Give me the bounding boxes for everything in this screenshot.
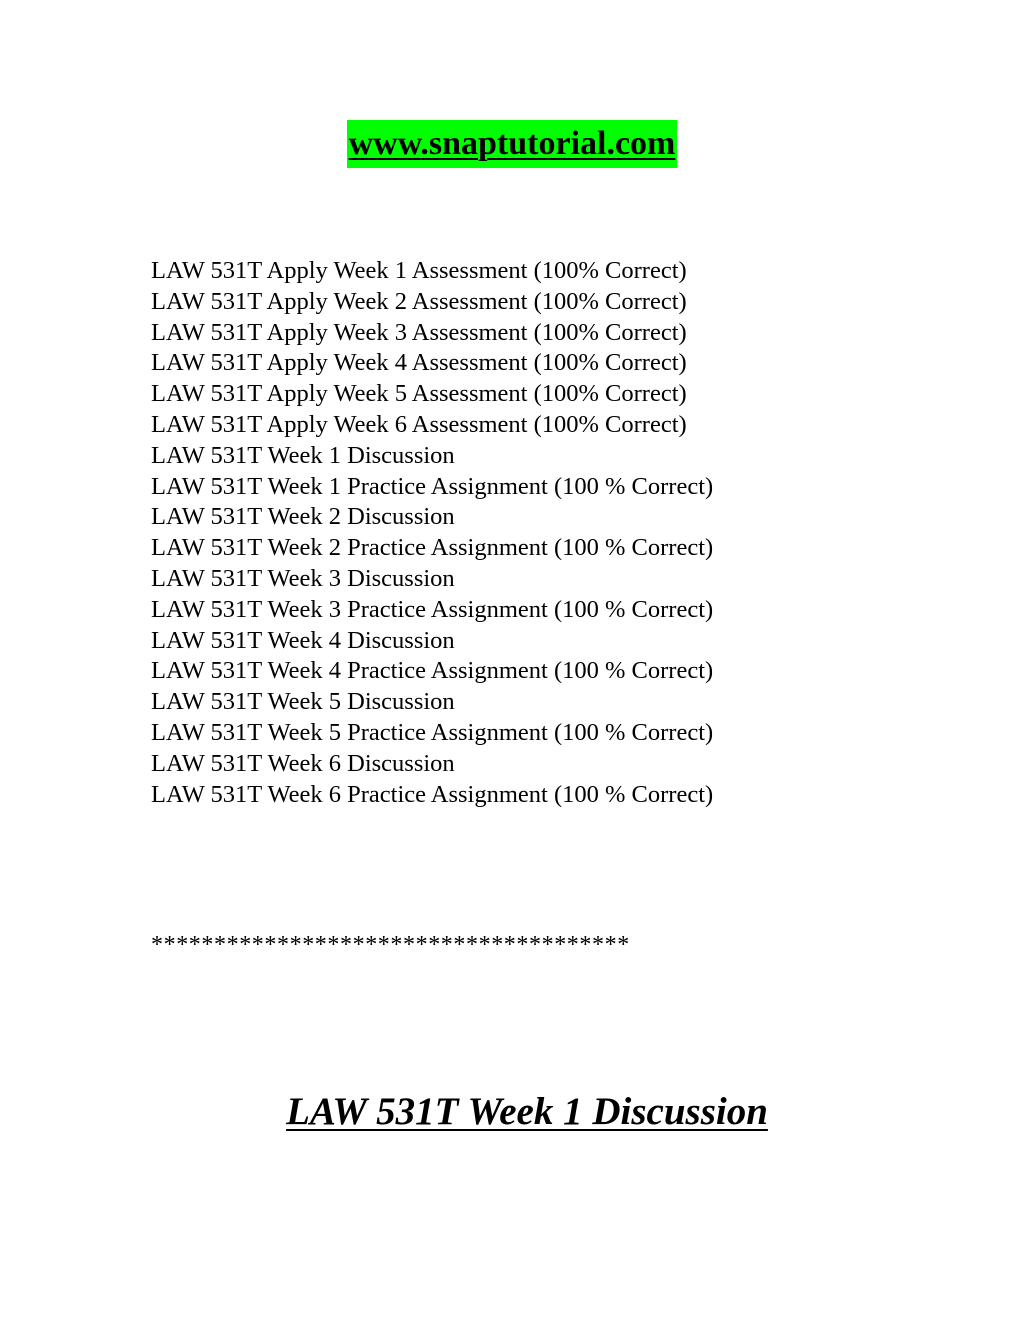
course-item: LAW 531T Week 2 Practice Assignment (100 % Correct) [151,534,714,562]
course-item: LAW 531T Apply Week 3 Assessment (100% Correct) [151,318,687,346]
asterisk-separator: ************************************** [151,932,630,958]
course-item: LAW 531T Week 4 Discussion [151,626,455,654]
site-link-container [0,120,1024,168]
course-item: LAW 531T Apply Week 6 Assessment (100% Correct) [151,410,687,438]
course-item: LAW 531T Apply Week 1 Assessment (100% Correct) [151,257,687,284]
section-heading-container [0,1088,1024,1136]
course-item: LAW 531T Week 6 Practice Assignment (100 % Correct) [151,780,714,808]
course-item: LAW 531T Week 3 Discussion [151,564,455,592]
course-item: LAW 531T Week 1 Practice Assignment (100 % Correct) [151,472,714,500]
course-item: LAW 531T Apply Week 5 Assessment (100% Correct) [151,380,687,408]
section-heading: LAW 531T Week 1 Discussion [286,1090,768,1133]
course-item: LAW 531T Week 5 Discussion [151,688,455,716]
course-item: LAW 531T Week 2 Discussion [151,503,455,531]
course-item: LAW 531T Week 1 Discussion [151,441,455,469]
course-item-list [151,256,911,810]
course-item: LAW 531T Apply Week 2 Assessment (100% Correct) [151,287,687,315]
site-link[interactable]: www.snaptutorial.com [347,120,678,168]
course-item: LAW 531T Week 6 Discussion [151,749,455,777]
course-item: LAW 531T Week 4 Practice Assignment (100 % Correct) [151,657,714,685]
course-item: LAW 531T Week 3 Practice Assignment (100 % Correct) [151,595,714,623]
course-item: LAW 531T Week 5 Practice Assignment (100 % Correct) [151,718,714,746]
course-item: LAW 531T Apply Week 4 Assessment (100% Correct) [151,349,687,377]
